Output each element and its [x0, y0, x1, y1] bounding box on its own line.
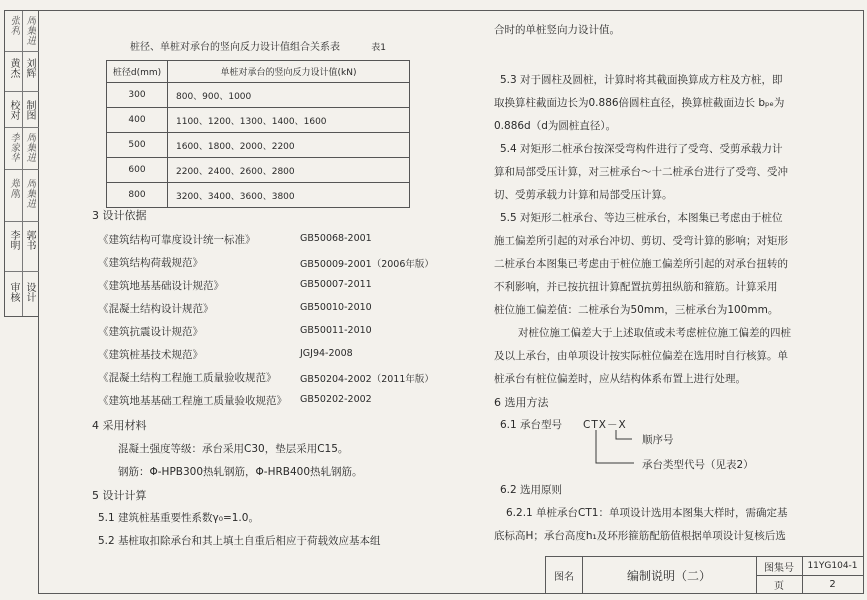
- section-4-heading: 4 采用材料: [92, 419, 147, 432]
- table-cell: 1600、1800、2000、2200: [168, 133, 410, 158]
- paragraph-line: 底标高H；承台高度h₁及环形箍筋配筋值根据单项设计复核后选: [494, 530, 786, 542]
- paragraph-line: 二桩承台本图集已考虑由于桩位施工偏差所引起的对承台扭转的: [494, 258, 788, 270]
- paragraph-line: 5.5 对矩形二桩承台、等边三桩承台，本图集已考虑由于桩位: [500, 212, 783, 224]
- code-name: 《建筑结构荷载规范》: [98, 257, 203, 269]
- code-number: GB50068-2001: [300, 233, 372, 244]
- sig-text: 李家华: [8, 132, 19, 162]
- table-header: 桩径d(mm): [107, 61, 168, 83]
- table-cell: 2200、2400、2600、2800: [168, 158, 410, 183]
- table-title-text: 桩径、单桩对承台的竖向反力设计值组合关系表: [130, 42, 340, 53]
- code-number: JGJ94-2008: [300, 348, 353, 359]
- page-number: 2: [829, 578, 836, 590]
- code-name: 《建筑桩基技术规范》: [98, 349, 203, 361]
- sig-divider: [22, 11, 23, 316]
- sig-text: 设计: [24, 282, 35, 302]
- table-number: 表1: [371, 43, 386, 53]
- table-header-row: [107, 61, 410, 83]
- atlas-label: 图集号: [764, 562, 794, 574]
- section-6-heading: 6 选用方法: [494, 396, 549, 409]
- code-name: 《建筑地基基础工程施工质量验收规范》: [98, 395, 287, 407]
- sig-text: 李明: [8, 230, 19, 250]
- model-code: CTX－X: [583, 419, 627, 431]
- paragraph-line: 0.886d（d为圆桩直径）。: [494, 120, 617, 132]
- sig-text: 刘辉: [24, 58, 35, 78]
- paragraph-line: 合时的单桩竖向力设计值。: [494, 24, 620, 36]
- table-cell: 500: [107, 133, 168, 158]
- table-header: 单桩对承台的竖向反力设计值(kN): [168, 61, 410, 83]
- code-number: GB50010-2010: [300, 302, 372, 313]
- sig-text: 周集进: [24, 15, 35, 45]
- paragraph-line: 对桩位施工偏差大于上述取值或未考虑桩位施工偏差的四桩: [518, 327, 791, 339]
- table-cell: 800: [107, 183, 168, 208]
- sig-text: 郑刚: [8, 178, 19, 198]
- paragraph-line: 桩承台有桩位偏差时，应从结构体系布置上进行处理。: [494, 373, 746, 385]
- pile-table: [106, 60, 410, 208]
- sig-text: 审核: [8, 282, 19, 302]
- sig-text: 制图: [24, 100, 35, 120]
- section-5-1: 5.1 建筑桩基重要性系数γ₀=1.0。: [98, 512, 259, 524]
- code-number: GB50202-2002: [300, 394, 372, 405]
- code-name: 《建筑地基基础设计规范》: [98, 280, 224, 292]
- paragraph-line: 施工偏差所引起的对承台冲切、剪切、受弯计算的影响；对矩形: [494, 235, 788, 247]
- title-block: [545, 556, 863, 593]
- signature-strip: [4, 10, 39, 317]
- leader-type: [596, 430, 634, 463]
- section-6-2: 6.2 选用原则: [500, 484, 563, 496]
- leader-seq: [616, 430, 632, 439]
- table-row: [107, 183, 410, 208]
- paragraph-line: 不利影响，并已按抗扭计算配置抗剪扭纵筋和箍筋。计算采用: [494, 281, 778, 293]
- table-title: [130, 38, 386, 53]
- concrete-text: 混凝土强度等级：承台采用C30，垫层采用C15。: [118, 443, 349, 455]
- drawing-name: 编制说明（二）: [626, 568, 711, 583]
- code-number: GB50009-2001（2006年版）: [300, 259, 434, 270]
- table-row: [107, 83, 410, 108]
- paragraph-line: 5.4 对矩形二桩承台按深受弯构件进行了受弯、受剪承载力计: [500, 143, 783, 155]
- sig-text: 张利: [8, 15, 19, 35]
- code-name: 《混凝土结构工程施工质量验收规范》: [98, 372, 277, 384]
- table-row: [107, 133, 410, 158]
- paragraph-line: 切、受剪承载力计算和局部受压计算。: [494, 189, 673, 201]
- paragraph-line: 取换算柱截面边长为0.886倍圆柱直径，换算桩截面边长 bₚₑ为: [494, 97, 785, 109]
- page-label: 页: [774, 580, 784, 592]
- anno-type: 承台类型代号（见表2）: [642, 459, 754, 471]
- sig-text: 校对: [8, 100, 19, 120]
- code-name: 《建筑结构可靠度设计统一标准》: [98, 234, 256, 246]
- code-number: GB50007-2011: [300, 279, 372, 290]
- section-6-2-1: 6.2.1 单桩承台CT1：单项设计选用本图集大样时，需确定基: [506, 507, 788, 519]
- section-5-2: 5.2 基桩取扣除承台和其上填土自重后相应于荷载效应基本组: [98, 535, 381, 547]
- code-number: GB50204-2002（2011年版）: [300, 374, 434, 385]
- steel-text: 钢筋：Φ-HPB300热轧钢筋，Φ-HRB400热轧钢筋。: [118, 466, 363, 478]
- sig-text: 周集进: [24, 132, 35, 162]
- section-3-heading: 3 设计依据: [92, 209, 147, 222]
- drawing-name-label: 图名: [554, 571, 574, 583]
- paragraph-line: 及以上承台，由单项设计按实际桩位偏差在选用时自行核算。单: [494, 350, 788, 362]
- atlas-number: 11YG104-1: [807, 561, 858, 571]
- table-cell: 400: [107, 108, 168, 133]
- table-cell: 1100、1200、1300、1400、1600: [168, 108, 410, 133]
- section-5-heading: 5 设计计算: [92, 489, 147, 502]
- code-number: GB50011-2010: [300, 325, 372, 336]
- table-row: [107, 108, 410, 133]
- table-cell: 300: [107, 83, 168, 108]
- table-row: [107, 158, 410, 183]
- paragraph-line: 5.3 对于圆柱及圆桩，计算时将其截面换算成方柱及方桩，即: [500, 74, 783, 86]
- anno-seq: 顺序号: [642, 434, 674, 446]
- sig-text: 黄杰: [8, 58, 19, 78]
- table-cell: 800、900、1000: [168, 83, 410, 108]
- paragraph-line: 桩位施工偏差值：二桩承台为50mm，三桩承台为100mm。: [494, 304, 779, 316]
- table-cell: 600: [107, 158, 168, 183]
- paragraph-line: 算和局部受压计算，对三桩承台～十二桩承台进行了受弯、受冲: [494, 166, 788, 178]
- code-name: 《建筑抗震设计规范》: [98, 326, 203, 338]
- code-name: 《混凝土结构设计规范》: [98, 303, 214, 315]
- table-cell: 3200、3400、3600、3800: [168, 183, 410, 208]
- section-6-1: 6.1 承台型号: [500, 419, 563, 431]
- sig-text: 郭书: [24, 230, 35, 250]
- sig-text: 周集进: [24, 178, 35, 208]
